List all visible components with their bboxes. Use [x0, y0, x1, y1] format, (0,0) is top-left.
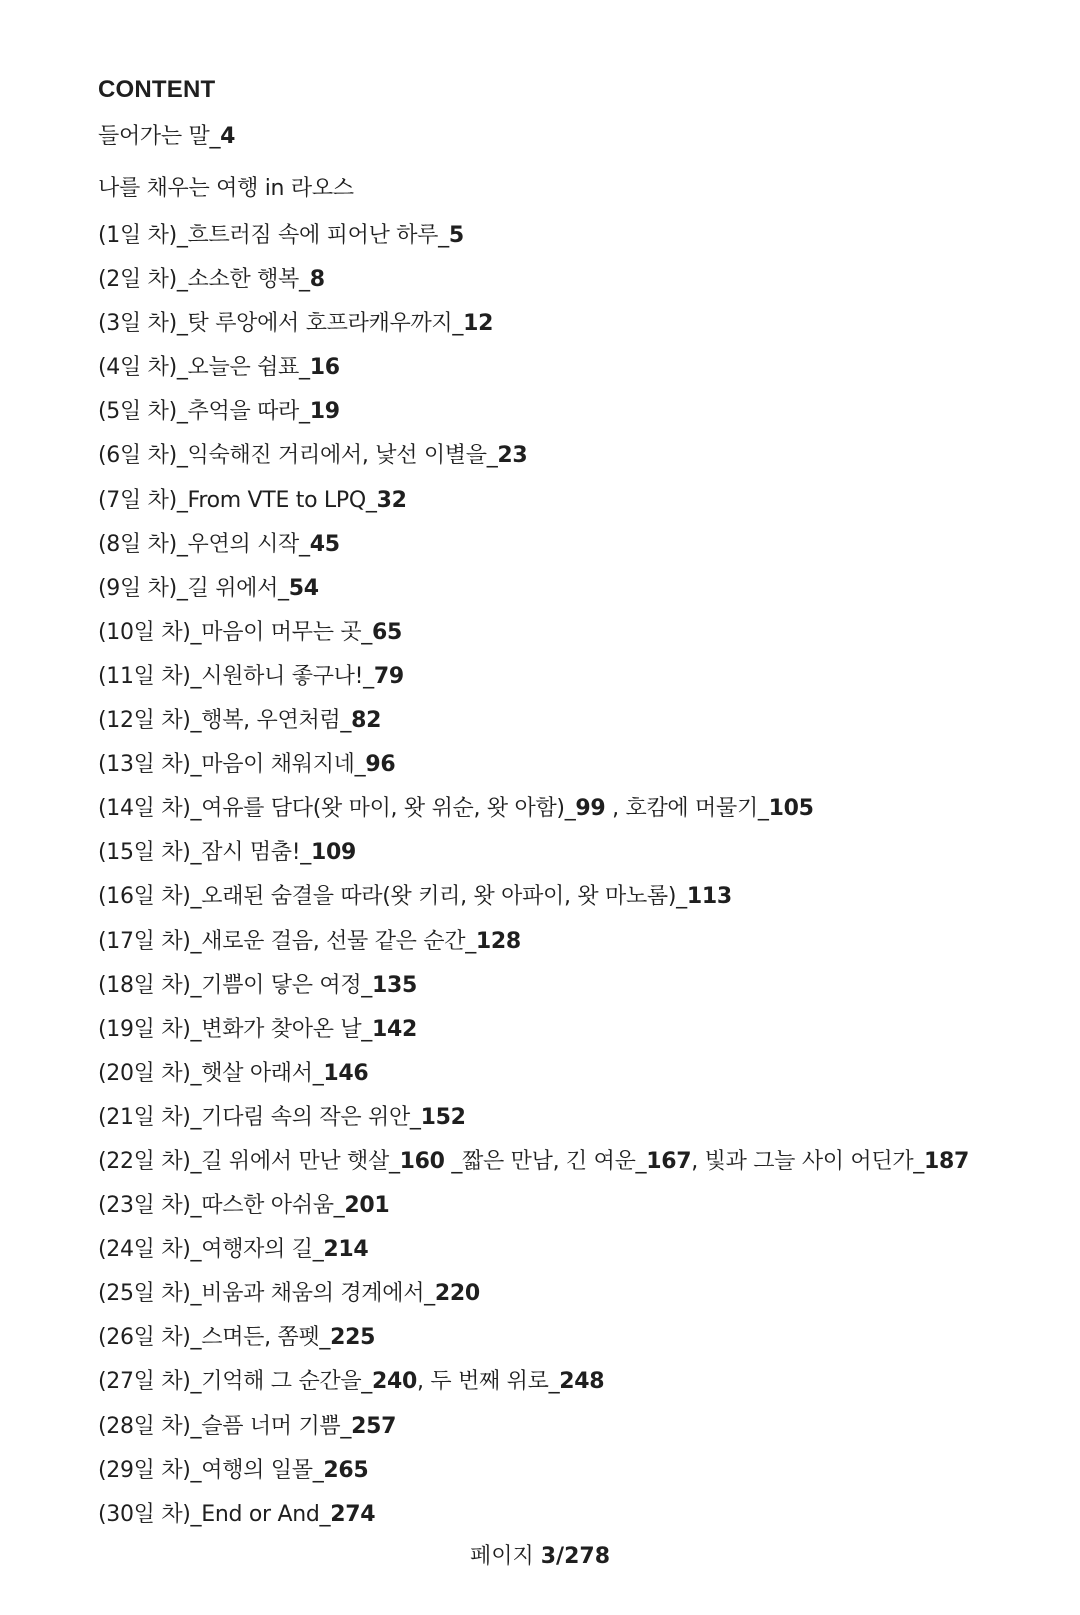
toc-entry-page: 113: [686, 884, 732, 910]
toc-entry: [98, 1493, 1058, 1537]
toc-entry: [98, 699, 1058, 743]
toc-entry: [98, 479, 1058, 523]
toc-entry-title: (17일 차)_새로운 걸음, 선물 같은 순간_: [98, 928, 476, 954]
toc-entry: [98, 920, 1058, 964]
toc-entry: [98, 1228, 1058, 1272]
toc-entry: [98, 743, 1058, 787]
toc-entry: [98, 258, 1058, 302]
toc-entry-page: 152: [420, 1104, 466, 1130]
toc-entry: [98, 831, 1058, 875]
toc-entry-title: (23일 차)_따스한 아쉬움_: [98, 1193, 345, 1219]
toc-entry: [98, 302, 1058, 346]
toc-entry-title: (14일 차)_여유를 담다(왓 마이, 왓 위순, 왓 아함)_: [98, 796, 576, 822]
toc-entry-page: 142: [372, 1016, 418, 1042]
toc-entry-title: (11일 차)_시원하니 좋구나!_: [98, 663, 374, 689]
toc-entry-title: (13일 차)_마음이 채워지네_: [98, 752, 366, 778]
toc-entry: [98, 523, 1058, 567]
toc-entry-page: 220: [434, 1281, 480, 1307]
toc-entry-title: (6일 차)_익숙해진 거리에서, 낯선 이별을_: [98, 443, 498, 469]
toc-entry-title: (30일 차)_End or And_: [98, 1501, 331, 1527]
toc-entry-page: 187: [924, 1148, 970, 1174]
toc-entry: [98, 1272, 1058, 1316]
toc-entry-page: 32: [376, 487, 407, 513]
toc-entry-page: 16: [309, 355, 340, 381]
toc-entry-page: 201: [344, 1193, 390, 1219]
toc-entry-title: _짧은 만남, 긴 여운_: [444, 1148, 647, 1174]
toc-entry-title: (24일 차)_여행자의 길_: [98, 1237, 324, 1263]
toc-entry: [98, 1096, 1058, 1140]
toc-entry-page: 79: [373, 663, 404, 689]
toc-entry-title: (26일 차)_스며든, 쫌펫_: [98, 1325, 331, 1351]
toc-entry-title: (18일 차)_기쁨이 닿은 여정_: [98, 972, 373, 998]
toc-entry: [98, 655, 1058, 699]
toc-entry-title: (7일 차)_From VTE to LPQ_: [98, 487, 377, 513]
toc-entry-title: (5일 차)_추억을 따라_: [98, 399, 310, 425]
toc-entry-page: 160: [399, 1148, 445, 1174]
toc-entry-title: (29일 차)_여행의 일몰_: [98, 1457, 324, 1483]
toc-entry-title: (4일 차)_오늘은 쉼표_: [98, 355, 310, 381]
toc-intro-page: 4: [220, 124, 236, 149]
toc-entry-page: 135: [372, 972, 418, 998]
toc-section-heading: 나를 채우는 여행 in 라오스: [98, 176, 354, 201]
toc-entry-page: 274: [330, 1501, 376, 1527]
toc-entry-page: 8: [309, 267, 325, 293]
toc-intro-entry: [98, 110, 1058, 164]
toc-entry-title: (19일 차)_변화가 찾아온 날_: [98, 1016, 373, 1042]
toc-entry: [98, 1316, 1058, 1360]
toc-entry-title: (10일 차)_마음이 머무는 곳_: [98, 619, 373, 645]
toc-entry-title: (28일 차)_슬픔 너머 기쁨_: [98, 1413, 352, 1439]
toc-entry-title: (8일 차)_우연의 시작_: [98, 531, 310, 557]
toc-entry-page: 54: [288, 575, 319, 601]
toc-entry: [98, 1449, 1058, 1493]
toc-entry: [98, 1360, 1058, 1404]
toc-entry-page: 225: [330, 1325, 376, 1351]
toc-entry-page: 257: [351, 1413, 397, 1439]
toc-entry-page: 65: [372, 619, 403, 645]
toc-entry: [98, 1008, 1058, 1052]
footer-label: 페이지: [469, 1544, 541, 1569]
toc-entry-page: 240: [372, 1369, 418, 1395]
toc-entry-page: 128: [475, 928, 521, 954]
toc-entry: [98, 1184, 1058, 1228]
toc-entry: [98, 346, 1058, 390]
toc-entry-page: 265: [323, 1457, 369, 1483]
toc-entry-page: 248: [559, 1369, 605, 1395]
toc-entry: [98, 1052, 1058, 1096]
footer-page-number: 3/278: [540, 1544, 610, 1569]
toc-entry-title: , 호캄에 머물기_: [605, 796, 769, 822]
toc-entry-page: 19: [309, 399, 340, 425]
toc-entry-page: 146: [323, 1060, 369, 1086]
toc-entry-title: (22일 차)_길 위에서 만난 햇살_: [98, 1148, 400, 1174]
toc-entry: [98, 567, 1058, 611]
toc-entry-title: (12일 차)_행복, 우연처럼_: [98, 708, 352, 734]
toc-entry-title: (21일 차)_기다림 속의 작은 위안_: [98, 1104, 421, 1130]
toc-entry-page: 109: [310, 840, 357, 866]
toc-entry: [98, 1140, 1058, 1184]
page-footer: [0, 1542, 1080, 1572]
toc-entry-title: (2일 차)_소소한 행복_: [98, 267, 310, 293]
toc-entry-title: (20일 차)_햇살 아래서_: [98, 1060, 324, 1086]
toc-entry-page: 167: [646, 1148, 692, 1174]
toc-entry-page: 5: [448, 223, 464, 248]
toc-entry: [98, 214, 1058, 258]
toc-entry-page: 23: [497, 443, 528, 469]
toc-entry: [98, 875, 1058, 919]
toc-intro-label: 들어가는 말_: [98, 124, 221, 149]
toc-entry-title: (3일 차)_탓 루앙에서 호프라캐우까지_: [98, 311, 464, 337]
toc-entry-list: [98, 214, 1058, 1537]
toc-entry-title: (15일 차)_잠시 멈춤!_: [98, 840, 311, 866]
toc-entry-title: , 두 번째 위로_: [417, 1369, 560, 1395]
toc-entry: [98, 1405, 1058, 1449]
toc-entry-title: (27일 차)_기억해 그 순간을_: [98, 1369, 373, 1395]
toc-entry: [98, 787, 1058, 831]
toc-entry-page: 82: [351, 708, 382, 734]
toc-entry: [98, 434, 1058, 478]
toc-heading: CONTENT: [98, 76, 216, 103]
toc-entry: [98, 390, 1058, 434]
toc-entry-title: (1일 차)_흐트러짐 속에 피어난 하루_: [98, 223, 449, 248]
toc-entry: [98, 611, 1058, 655]
toc-entry: [98, 964, 1058, 1008]
toc-entry-page: 99: [575, 796, 606, 822]
toc-entry-page: 214: [323, 1237, 369, 1263]
toc-entry-page: 96: [365, 752, 396, 778]
toc-entry-title: (25일 차)_비움과 채움의 경계에서_: [98, 1281, 435, 1307]
toc-entry-title: , 빛과 그늘 사이 어딘가_: [691, 1148, 924, 1174]
toc-entry-page: 12: [463, 311, 494, 337]
toc-entry-title: (16일 차)_오래된 숨결을 따라(왓 키리, 왓 아파이, 왓 마노롬)_: [98, 884, 687, 910]
toc-entry-page: 105: [768, 796, 814, 822]
table-of-contents: [98, 70, 1058, 1537]
toc-entry-page: 45: [309, 531, 340, 557]
toc-entry-title: (9일 차)_길 위에서_: [98, 575, 289, 601]
